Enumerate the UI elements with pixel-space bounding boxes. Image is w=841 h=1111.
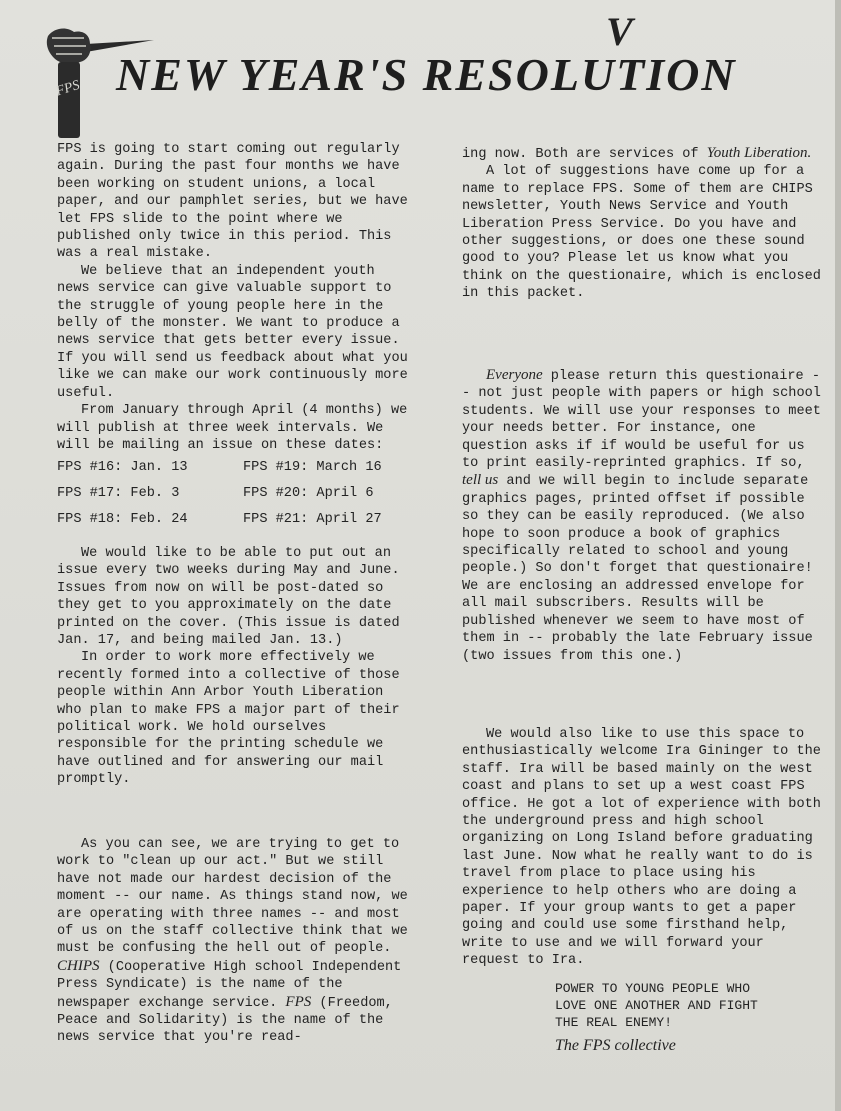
para-services	[462, 145, 826, 163]
schedule-item: FPS #17: Feb. 3	[57, 486, 180, 501]
tell-us-words: tell us	[462, 472, 499, 489]
slogan-line: LOVE ONE ANOTHER AND FIGHT	[555, 998, 758, 1013]
services-text: ing now. Both are services of	[462, 147, 707, 162]
para-belief: We believe that an independent youth news service can give valuable support to the struggle of young people here in the belly of the monster. We want to produce a news service that gets better every issue. If you will send us feedback about what you like we can make our work continuously more useful.	[57, 263, 408, 401]
page-title: NEW YEAR'S RESOLUTION	[116, 49, 737, 100]
right-column-bottom	[462, 726, 826, 970]
schedule-item: FPS #16: Jan. 13	[57, 460, 188, 475]
para-suggestions: A lot of suggestions have come up for a name to replace FPS. Some of them are CHIPS newsletter, Youth News Service and Youth Liberation Press Service. Do you have and other suggestions, or does one these sound good to you? Please let us know what you think on the questionaire, which is enclosed in this packet.	[462, 164, 821, 302]
page-edge	[835, 0, 841, 1111]
fps-name: FPS	[285, 993, 312, 1010]
left-column-top	[57, 141, 413, 454]
corner-v-mark: V	[606, 9, 633, 54]
left-column-bottom	[57, 836, 417, 1047]
left-column-middle	[57, 545, 413, 789]
para-schedule-intro: From January through April (4 months) we will publish at three week intervals. We will be mailing an issue on these dates:	[57, 403, 408, 453]
names-text-a: As you can see, we are trying to get to work to "clean up our act." But we still have not made our hardest decision of the moment -- our name. As things stand now, we are operating with three names -- and most of us on the staff collective think that we must be confusing the hell out of people.	[57, 837, 408, 957]
chips-name: CHIPS	[57, 957, 100, 974]
para-questionaire	[462, 367, 828, 665]
para-intro: FPS is going to start coming out regularly again. During the past four months we have been working on student unions, a local paper, and our pamphlet series, but we have let FPS slide to the point where we published only twice in this period. This was a real mistake.	[57, 142, 408, 262]
slogan-line: THE REAL ENEMY!	[555, 1015, 673, 1030]
right-column-top	[462, 145, 826, 303]
schedule-item: FPS #18: Feb. 24	[57, 512, 188, 527]
signature: The FPS collective	[555, 1037, 676, 1054]
slogan-line: POWER TO YOUNG PEOPLE WHO	[555, 981, 751, 996]
schedule-item: FPS #21: April 27	[243, 512, 382, 527]
logo-letters: FPS	[54, 77, 82, 100]
schedule-item: FPS #20: April 6	[243, 486, 374, 501]
para-collective: In order to work more effectively we recently formed into a collective of those people within Ann Arbor Youth Liberation who plan to make FPS a major part of their political work. We hold ourselves responsible for the printing schedule we have outlined and for answering our mail promptly.	[57, 650, 400, 788]
questionaire-text-a: please return this questionaire -- not just people with papers or high school students. We will use your responses to meet your needs better. For instance, one question asks if if would be useful for us to print easily-reprinted graphics. If so,	[462, 369, 821, 472]
names-text-c: (Freedom, Peace and Solidarity) is the name of the news service that you're read-	[57, 995, 393, 1046]
everyone-word: Everyone	[486, 367, 543, 383]
right-column-middle	[462, 367, 828, 665]
names-text-b: (Cooperative High school Independent Press Syndicate) is the name of the newspaper exchange service.	[57, 959, 402, 1011]
youth-liberation-name: Youth Liberation.	[706, 145, 812, 161]
para-names	[57, 836, 417, 1047]
para-welcome-ira: We would also like to use this space to enthusiastically welcome Ira Gininger to the staff. Ira will be based mainly on the west coast and plans to set up a west coast FPS office. He got a lot of experience with both the underground press and high school organizing on Long Island before graduating last June. Now what he really want to do is travel from place to place using his experience to help others who are doing a paper. If your group wants to get a paper going and could use some firsthand help, write to use and we will forward your request to Ira.	[462, 727, 821, 969]
closing-slogan	[555, 980, 758, 1031]
questionaire-text-b: and we will begin to include separate graphics pages, printed offset if possible so they can be easily reproduced. (We also hope to soon produce a book of graphics specifically related to school and young people.) So don't forget that questionaire! We are enclosing an addressed envelope for all mail subscribers. Results will be published whenever we seem to have most of them in -- probably the late February issue (two issues from this one.)	[462, 474, 813, 664]
para-biweekly: We would like to be able to put out an issue every two weeks during May and June. Issues from now on will be post-dated so they get to you approximately on the date printed on the cover. (This issue is dated Jan. 17, and being mailed Jan. 13.)	[57, 546, 400, 649]
schedule-item: FPS #19: March 16	[243, 460, 382, 475]
